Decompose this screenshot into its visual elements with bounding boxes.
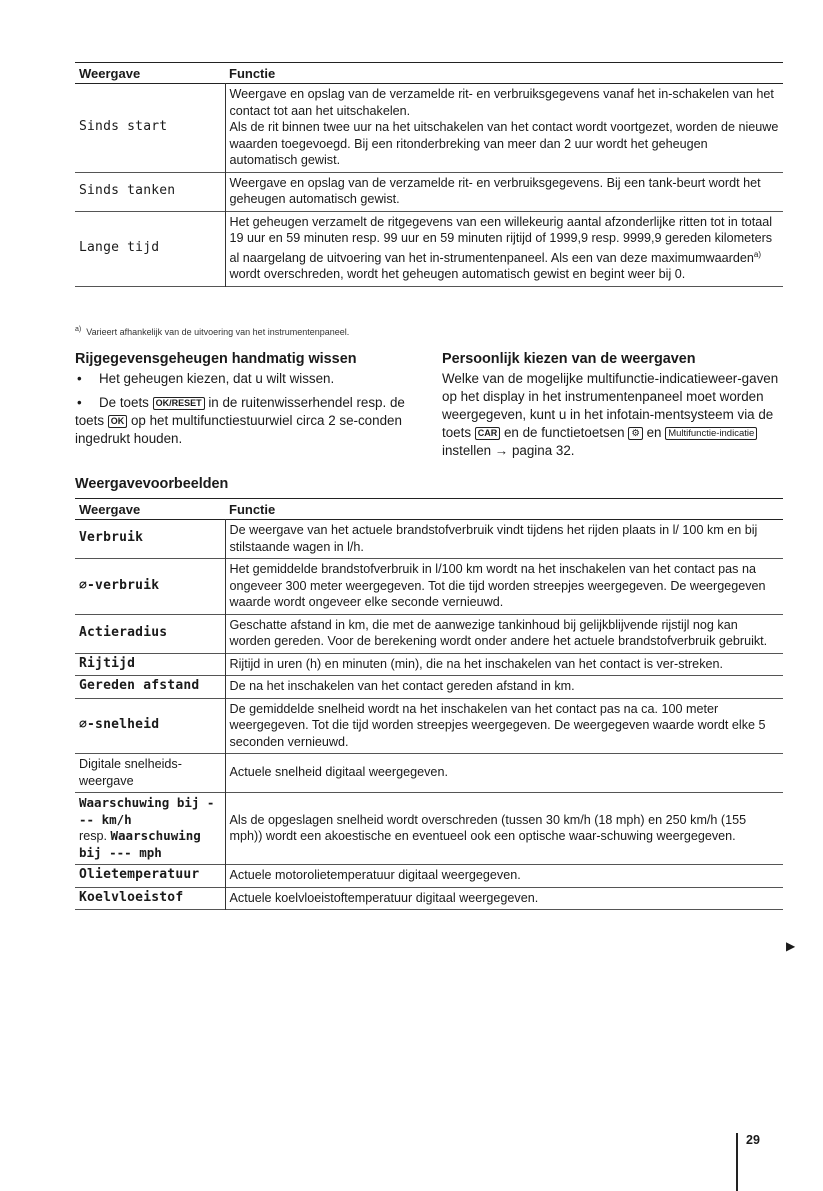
function-paragraph: wordt overschreden, wordt het geheugen automatisch gewist en begint weer bij 0. xyxy=(229,267,686,282)
header-weergave: Weergave xyxy=(79,502,141,517)
display-label-kmh: Waarschuwing bij --- km/h xyxy=(79,795,215,827)
footnote-mark: a) xyxy=(75,326,82,333)
header-functie: Functie xyxy=(229,66,276,81)
table-row xyxy=(75,754,783,793)
section-heading: Persoonlijk kiezen van de weergaven xyxy=(442,351,696,367)
display-label: Koelvloeistof xyxy=(79,889,184,905)
function-text xyxy=(225,84,783,173)
bullet-text: in de ruitenwisserhendel resp. de toets xyxy=(75,395,405,428)
display-label: Olietemperatuur xyxy=(79,867,200,882)
function-text: Rijtijd in uren (h) en minuten (min), die na het inschakelen van het contact is ver-streken. xyxy=(225,653,783,676)
car-key-icon: CAR xyxy=(475,427,501,440)
function-text: Actuele motorolietemperatuur digitaal weergegeven. xyxy=(225,865,783,888)
ok-key-icon: OK xyxy=(108,415,128,428)
examples-heading: Weergavevoorbeelden xyxy=(75,476,229,492)
function-text: De gemiddelde snelheid wordt na het inschakelen van het contact pas na ca. 100 meter weergegeven. Tot die tijd worden streepjes weergegeven. De weergegeven waarde wordt elke 5 seconden vernieuwd. xyxy=(225,698,783,754)
section-paragraph xyxy=(442,370,783,460)
display-label: ∅-snelheid xyxy=(79,717,160,732)
function-text: Actuele snelheid digitaal weergegeven. xyxy=(225,754,783,793)
paragraph-text: en de functietoetsen xyxy=(500,425,629,440)
display-label: Verbruik xyxy=(79,530,144,546)
table-row xyxy=(75,676,783,699)
display-label: Gereden afstand xyxy=(79,678,200,693)
paragraph-text: Welke van de mogelijke multifunctie-indicatieweer-gaven op het display in het instrumentenpaneel moet worden weergegeven, kunt u in het infotain-mentsysteem via de toets xyxy=(442,371,779,440)
bullet-text: op het multifunctiestuurwiel circa 2 se-conden ingedrukt houden. xyxy=(75,413,402,446)
multifunctie-key: Multifunctie-indicatie xyxy=(665,427,757,440)
footnote-ref: a) xyxy=(753,249,761,259)
page-number: 29 xyxy=(736,1133,760,1191)
display-label xyxy=(75,793,225,865)
footnote xyxy=(75,326,349,337)
display-label: ∅-verbruik xyxy=(79,577,160,593)
table-header xyxy=(75,63,783,84)
function-paragraph: Het geheugen verzamelt de ritgegevens van een willekeurig aantal afzonderlijke ritten tot in totaal 19 uur en 59 minuten resp. 99 uur en 59 minuten rijtijd of 1999,9 resp. 9999,9 gereden kilometers al naargelang de uitvoering van het in-strumentenpaneel. Als een van deze maximumwaarden xyxy=(229,214,773,265)
table-row xyxy=(75,698,783,754)
table-row xyxy=(75,614,783,653)
function-text: Als de opgeslagen snelheid wordt overschreden (tussen 30 km/h (18 mph) en 250 km/h (155 mph)) wordt een akoestische en eventueel ook een optische waar-schuwing weergegeven. xyxy=(225,793,783,865)
function-text: Actuele koelvloeistoftemperatuur digitaal weergegeven. xyxy=(225,887,783,910)
continue-arrow-icon: ▶ xyxy=(786,939,796,953)
table-row xyxy=(75,172,783,211)
function-text: De weergave van het actuele brandstofverbruik vindt tijdens het rijden plaats in l/ 100 km en bij stilstaande wagen in l/h. xyxy=(225,520,783,559)
examples-table xyxy=(75,498,783,910)
table-row xyxy=(75,211,783,286)
table-row xyxy=(75,653,783,676)
display-label: Sinds tanken xyxy=(79,182,176,198)
bullet-item xyxy=(75,394,415,448)
display-label: Rijtijd xyxy=(79,655,136,671)
paragraph-text: instellen → pagina 32. xyxy=(442,443,575,458)
display-label-mph: Waarschuwing bij --- mph xyxy=(79,828,201,860)
table-row xyxy=(75,84,783,173)
section-heading: Rijgegevensgeheugen handmatig wissen xyxy=(75,351,357,367)
left-section xyxy=(75,350,415,454)
display-label-resp xyxy=(79,828,221,861)
paragraph-text: en xyxy=(642,425,666,440)
bullet-item xyxy=(75,370,415,388)
table-row xyxy=(75,887,783,910)
header-functie: Functie xyxy=(229,502,276,517)
ok-reset-key-icon: OK/RESET xyxy=(153,397,205,410)
table-row xyxy=(75,793,783,865)
function-text: Geschatte afstand in km, die met de aanwezige tankinhoud bij gelijkblijvende rijstijl nog kan worden gereden. Voor de berekening wordt onder andere het actuele brandstofverbruik gebruikt. xyxy=(225,614,783,653)
footnote-text: Varieert afhankelijk van de uitvoering van het instrumentenpaneel. xyxy=(86,327,350,337)
display-label: Lange tijd xyxy=(79,239,160,255)
function-text xyxy=(225,211,783,286)
bullet-text: De toets xyxy=(99,395,153,410)
table-row xyxy=(75,520,783,559)
table-row xyxy=(75,865,783,888)
display-label: Digitale snelheids-weergave xyxy=(79,757,182,788)
display-label: Sinds start xyxy=(79,119,168,134)
bullet-text: Het geheugen kiezen, dat u wilt wissen. xyxy=(99,371,335,386)
function-text: Weergave en opslag van de verzamelde rit- en verbruiksgegevens. Bij een tank-beurt wordt het geheugen automatisch gewist. xyxy=(225,172,783,211)
function-text: De na het inschakelen van het contact gereden afstand in km. xyxy=(225,676,783,699)
settings-key-icon: ⚙ xyxy=(628,427,643,440)
right-section xyxy=(442,350,783,466)
function-paragraph: Weergave en opslag van de verzamelde rit- en verbruiksgegevens vanaf het in-schakelen van het contact tot aan het uitschakelen. xyxy=(229,87,774,118)
table-row xyxy=(75,559,783,615)
resp-text: resp. xyxy=(79,829,111,843)
table-header xyxy=(75,499,783,520)
header-weergave: Weergave xyxy=(79,66,141,81)
memory-table xyxy=(75,62,783,287)
display-label: Actieradius xyxy=(79,624,168,640)
function-text: Het gemiddelde brandstofverbruik in l/100 km wordt na het inschakelen van het contact pas na ongeveer 300 meter weergegeven. Tot die tijd worden streepjes weergegeven. De weergegeven waarde wordt ongeveer elke seconde vernieuwd. xyxy=(225,559,783,615)
function-paragraph: Als de rit binnen twee uur na het uitschakelen van het contact wordt voortgezet, worden de nieuwe waarden toegevoegd. Bij een ritonderbreking van meer dan 2 uur wordt het geheugen automatisch gewist. xyxy=(229,120,779,167)
